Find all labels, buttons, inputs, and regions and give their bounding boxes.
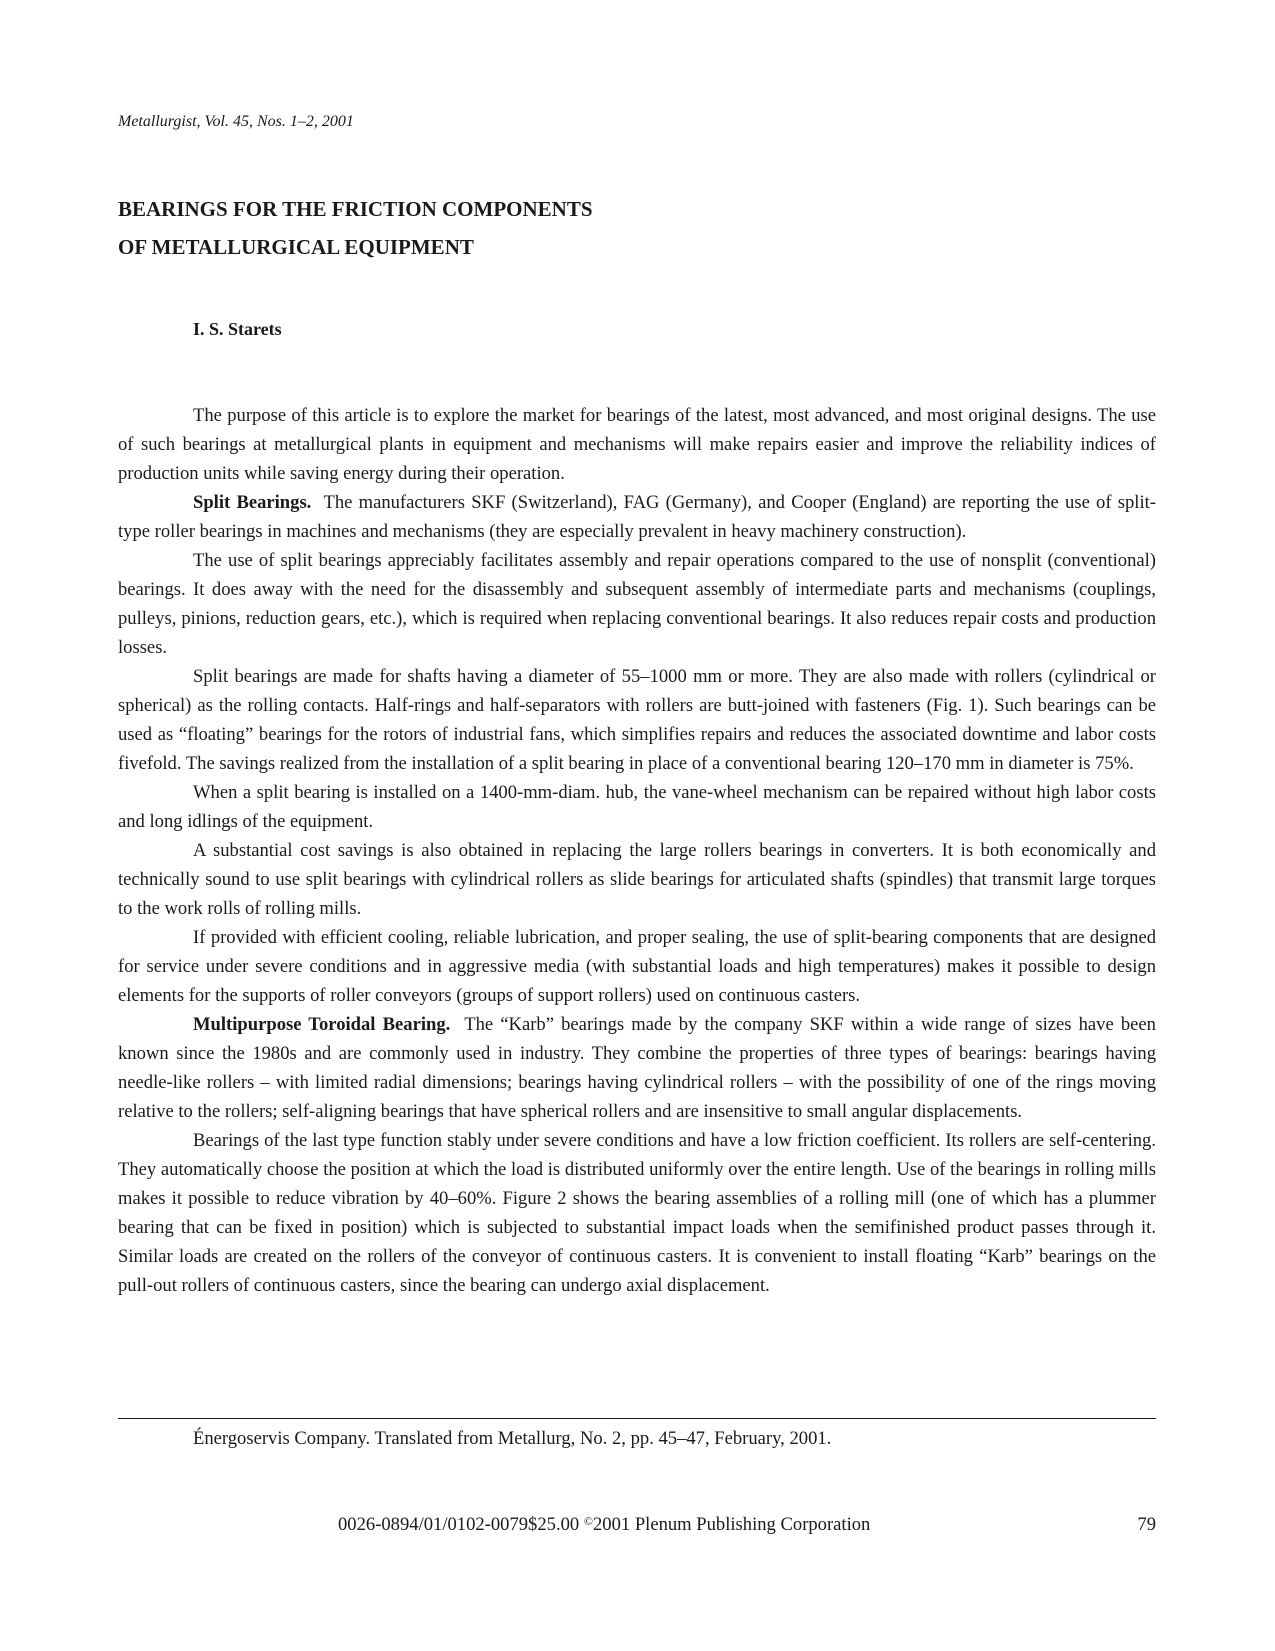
footnote: Énergoservis Company. Translated from Metallurg, No. 2, pp. 45–47, February, 2001. [193, 1428, 832, 1449]
author-name: I. S. Starets [193, 319, 282, 339]
paragraph: Split bearings are made for shafts having a diameter of 55–1000 mm or more. They are also made with rollers (cylindrical or spherical) as the rolling contacts. Half-rings and half-separators with rollers are butt-joined with fasteners (Fig. 1). Such bearings can be used as “floating” bearings for the rotors of industrial fans, which simplifies repairs and reduces the associated downtime and labor costs fivefold. The savings realized from the installation of a split bearing in place of a conventional bearing 120–170 mm in diameter is 75%. [118, 666, 1156, 774]
paragraph-toroidal-bearing [118, 1010, 1156, 1126]
publication-code [338, 1513, 870, 1537]
footnote-divider [118, 1418, 1156, 1419]
section-heading-toroidal-bearing: Multipurpose Toroidal Bearing. [193, 1014, 451, 1035]
page-number: 79 [1137, 1514, 1156, 1535]
paragraph-text: The “Karb” bearings made by the company SKF within a wide range of sizes have been known since the 1980s and are commonly used in industry. They combine the properties of three types of bearings: bearings having needle-like rollers – with limited radial dimensions; bearings having cylindrical rollers – with the possibility of one of the rings moving relative to the rollers; self-aligning bearings that have spherical rollers and are insensitive to small angular displacements. [118, 1014, 1156, 1122]
article-body [118, 401, 1156, 1300]
publisher: 2001 Plenum Publishing Corporation [592, 1514, 871, 1535]
paragraph: A substantial cost savings is also obtained in replacing the large rollers bearings in converters. It is both economically and technically sound to use split bearings with cylindrical rollers as slide bearings for articulated shafts (spindles) that transmit large torques to the work rolls of rolling mills. [118, 840, 1156, 919]
paragraph-split-bearings [118, 488, 1156, 546]
copyright-symbol: © [583, 1514, 593, 1528]
paragraph: When a split bearing is installed on a 1400-mm-diam. hub, the vane-wheel mechanism can be repaired without high labor costs and long idlings of the equipment. [118, 782, 1156, 832]
article-title [118, 190, 593, 266]
paragraph-text: The manufacturers SKF (Switzerland), FAG (Germany), and Cooper (England) are reporting the use of split-type roller bearings in machines and mechanisms (they are especially prevalent in heavy machinery construction). [118, 492, 1157, 542]
journal-citation: Metallurgist, Vol. 45, Nos. 1–2, 2001 [118, 113, 354, 130]
paragraph-intro: The purpose of this article is to explore the market for bearings of the latest, most advanced, and most original designs. The use of such bearings at metallurgical plants in equipment and mechanisms will make repairs easier and improve the reliability indices of production units while saving energy during their operation. [118, 405, 1156, 484]
title-line-1: BEARINGS FOR THE FRICTION COMPONENTS [118, 197, 593, 221]
paragraph: If provided with efficient cooling, reliable lubrication, and proper sealing, the use of split-bearing components that are designed for service under severe conditions and in aggressive media (with substantial loads and high temperatures) makes it possible to design elements for the supports of roller conveyors (groups of support rollers) used on continuous casters. [118, 927, 1156, 1006]
issn-code: 0026-0894/01/0102-0079$25.00 [338, 1514, 580, 1535]
section-heading-split-bearings: Split Bearings. [193, 492, 312, 513]
title-line-2: OF METALLURGICAL EQUIPMENT [118, 235, 474, 259]
paragraph: The use of split bearings appreciably facilitates assembly and repair operations compared to the use of nonsplit (conventional) bearings. It does away with the need for the disassembly and subsequent assembly of intermediate parts and mechanisms (couplings, pulleys, pinions, reduction gears, etc.), which is required when replacing conventional bearings. It also reduces repair costs and production losses. [118, 550, 1156, 658]
paragraph: Bearings of the last type function stably under severe conditions and have a low friction coefficient. Its rollers are self-centering. They automatically choose the position at which the load is distributed uniformly over the entire length. Use of the bearings in rolling mills makes it possible to reduce vibration by 40–60%. Figure 2 shows the bearing assemblies of a rolling mill (one of which has a plummer bearing that can be fixed in position) which is subjected to substantial impact loads when the semifinished product passes through it. Similar loads are created on the rollers of the conveyor of continuous casters. It is convenient to install floating “Karb” bearings on the pull-out rollers of continuous casters, since the bearing can undergo axial displacement. [118, 1130, 1156, 1296]
